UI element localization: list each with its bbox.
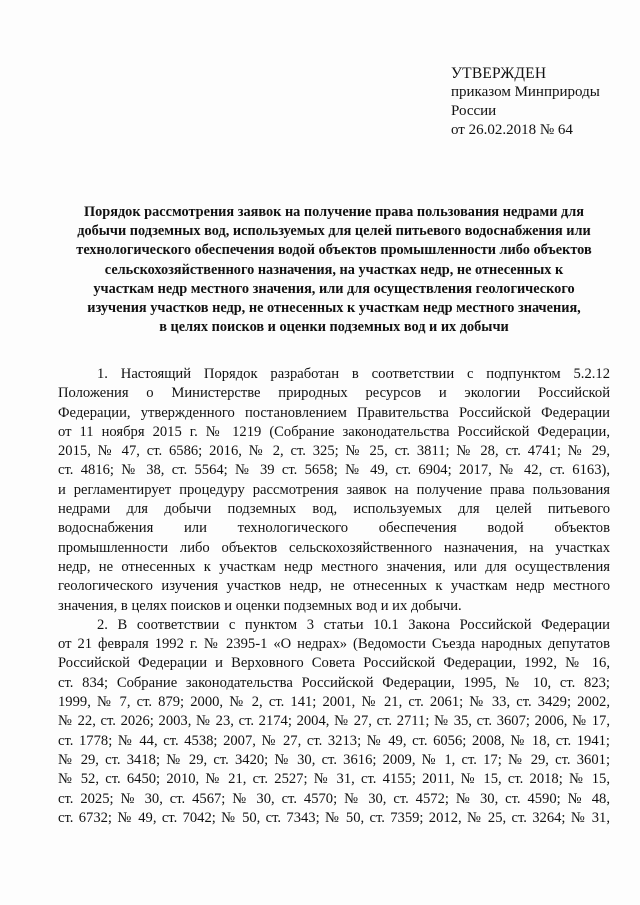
paragraph-1-line: Федерации, утвержденного постановлением Правительства Российской Федерации <box>58 404 610 421</box>
paragraph-2-line: № 29, ст. 3418; № 29, ст. 3420; № 30, ст. 3616; 2009, № 1, ст. 17; № 29, ст. 3601; <box>58 751 610 768</box>
paragraph-2-line: ст. 834; Собрание законодательства Российской Федерации, 1995, № 10, ст. 823; <box>58 674 610 691</box>
paragraph-2-line: № 22, ст. 2026; 2003, № 23, ст. 2174; 2004, № 27, ст. 2711; № 35, ст. 3607; 2006, № 17, <box>58 713 610 730</box>
paragraph-1-line: 1. Настоящий Порядок разработан в соответствии с подпунктом 5.2.12 <box>97 366 610 382</box>
paragraph-1-line: и регламентирует процедуру рассмотрения заявок на получение права пользования <box>58 481 610 498</box>
paragraph-1-line: ст. 4816; № 38, ст. 5564; № 39 ст. 5658; № 49, ст. 6904; 2017, № 42, ст. 6163), <box>58 462 610 479</box>
title-line: Порядок рассмотрения заявок на получение права пользования недрами для <box>84 204 584 220</box>
document-body <box>58 365 610 828</box>
document-title <box>58 203 610 337</box>
paragraph-1-line: водоснабжения или технологического обеспечения водой объектов <box>58 520 610 537</box>
title-line: технологического обеспечения водой объектов промышленности либо объектов <box>76 242 592 259</box>
paragraph-2-line: Российской Федерации и Верховного Совета Российской Федерации, 1992, № 16, <box>58 655 610 672</box>
title-line: участкам недр местного значения, или для осуществления геологического <box>93 280 575 297</box>
paragraph-1-line: 2015, № 47, ст. 6586; 2016, № 2, ст. 325; № 25, ст. 3811; № 28, ст. 4741; № 29, <box>58 443 610 460</box>
paragraph-1-line: недрами для добычи подземных вод, используемых для целей питьевого <box>58 501 610 518</box>
paragraph-2-line: 1999, № 7, ст. 879; 2000, № 2, ст. 141; 2001, № 21, ст. 2061; № 33, ст. 3429; 2002, <box>58 694 610 711</box>
paragraph-1-line: значения, в целях поисков и оценки подземных вод и их добычи. <box>58 597 462 614</box>
paragraph-2-line: ст. 1778; № 44, ст. 4538; 2007, № 27, ст. 3213; № 49, ст. 6056; 2008, № 18, ст. 1941; <box>58 732 610 749</box>
paragraph-1-line: Положения о Министерстве природных ресурсов и экологии Российской <box>58 385 610 402</box>
paragraph-1-line: недр, не отнесенных к участкам недр местного значения, или для осуществления <box>58 558 610 575</box>
paragraph-2-line: от 21 февраля 1992 г. № 2395-1 «О недрах» (Ведомости Съезда народных депутатов <box>58 636 610 653</box>
paragraph-2-line: № 52, ст. 6450; 2010, № 21, ст. 2527; № 31, ст. 4155; 2011, № 15, ст. 2018; № 15, <box>58 771 610 788</box>
paragraph-1-line: от 11 ноября 2015 г. № 1219 (Собрание законодательства Российской Федерации, <box>58 423 610 440</box>
title-line: изучения участков недр, не отнесенных к участкам недр местного значения, <box>87 300 581 317</box>
paragraph-2-line: ст. 6732; № 49, ст. 7042; № 50, ст. 7343; № 50, ст. 7359; 2012, № 25, ст. 3264; № 31, <box>58 809 610 826</box>
title-line: добычи подземных вод, используемых для целей питьевого водоснабжения или <box>77 223 591 240</box>
approval-heading: УТВЕРЖДЕН <box>451 65 547 82</box>
approval-order: приказом Минприроды <box>451 84 600 100</box>
paragraph-2-line: ст. 2025; № 30, ст. 4567; № 30, ст. 4570; № 30, ст. 4572; № 30, ст. 4590; № 48, <box>58 790 610 807</box>
title-line: сельскохозяйственного назначения, на участках недр, не отнесенных к <box>104 261 564 278</box>
approval-ministry: России <box>451 103 497 119</box>
approval-date-number: от 26.02.2018 № 64 <box>451 122 573 138</box>
approval-stamp <box>451 64 600 140</box>
paragraph-1-line: геологического изучения участков недр, не отнесенных к участкам недр местного <box>58 578 610 595</box>
paragraph-1-line: промышленности либо объектов сельскохозяйственного назначения, на участках <box>58 539 610 556</box>
paragraph-2-line: 2. В соответствии с пунктом 3 статьи 10.1 Закона Российской Федерации <box>97 616 610 633</box>
title-line: в целях поисков и оценки подземных вод и их добычи <box>159 319 509 336</box>
